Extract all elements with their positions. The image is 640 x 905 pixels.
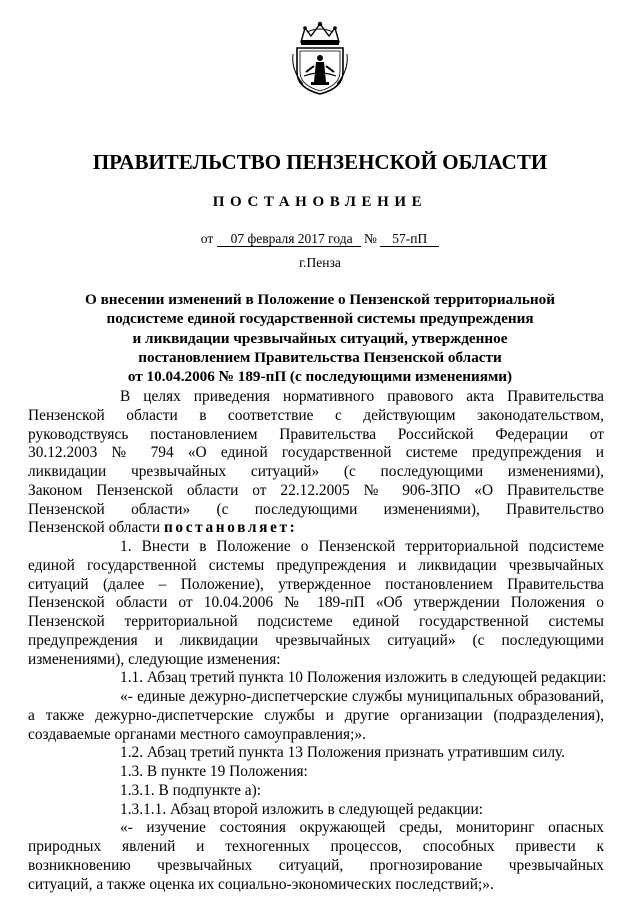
- city-label: г.Пенза: [299, 255, 341, 270]
- item-1-3-line: 1.3. В пункте 19 Положения:: [120, 763, 308, 780]
- preamble-line: ликвидации чрезвычайных ситуаций» (с последующими изменениями),: [28, 463, 604, 480]
- subject-line: постановлением Правительства Пензенской области: [138, 348, 502, 366]
- decree-word: постановляет:: [163, 519, 298, 537]
- subject-line: О внесении изменений в Положение о Пензенской территориальной: [85, 291, 555, 308]
- item-1-line: Пензенской области от 10.04.2006 № 189-пП «Об утверждении Положения о: [28, 594, 604, 612]
- preamble-line: Законом Пензенской области от 22.12.2005 № 906-ЗПО «О Правительстве: [28, 481, 604, 499]
- item-1-1-quote-last-line: создаваемые органами местного самоуправления;».: [28, 725, 366, 743]
- item-1-3-1-1-quote-last-line: ситуаций, а также оценка их социально-экономических последствий;».: [28, 875, 494, 893]
- date-number-line: [0, 231, 640, 247]
- preamble-line: руководствуясь постановлением Правительства Российской Федерации от: [28, 425, 604, 443]
- document-number: 57-пП: [380, 231, 439, 247]
- preamble-line: 30.12.2003 № 794 «О единой государственной системе предупреждения и: [28, 444, 604, 462]
- item-1-last-line: изменениями), следующие изменения:: [28, 650, 281, 668]
- item-1-2-line: 1.2. Абзац третий пункта 13 Положения признать утратившим силу.: [120, 744, 566, 762]
- item-1-line: единой государственной системы предупреждения и ликвидации чрезвычайных: [28, 556, 604, 574]
- government-title: ПРАВИТЕЛЬСТВО ПЕНЗЕНСКОЙ ОБЛАСТИ: [92, 150, 548, 174]
- item-1-1-quote-line: а также дежурно-диспетчерские службы и другие организации (подразделения),: [28, 706, 604, 724]
- item-1-1-quote-line: «- единые дежурно-диспетчерские службы муниципальных образований,: [120, 688, 604, 705]
- preamble-last-text: Пензенской области: [28, 519, 161, 537]
- coat-of-arms-emblem: [289, 20, 351, 96]
- preamble-line: В целях приведения нормативного правового акта Правительства: [120, 388, 604, 405]
- date-prefix: от: [200, 231, 214, 246]
- item-1-1-line: 1.1. Абзац третий пункта 10 Положения изложить в следующей редакции:: [120, 669, 607, 687]
- subject-line: и ликвидации чрезвычайных ситуаций, утвержденное: [132, 329, 508, 347]
- item-1-3-1-1-quote-line: возникновению чрезвычайных ситуаций, прогнозирование чрезвычайных: [28, 856, 604, 874]
- item-1-3-1-1-quote-line: природных явлений и техногенных процессов, способных привести к: [28, 838, 604, 855]
- document-type-heading: ПОСТАНОВЛЕНИЕ: [212, 194, 428, 210]
- item-1-3-1-line: 1.3.1. В подпункте а):: [120, 781, 261, 799]
- number-sign: №: [363, 231, 377, 246]
- subject-line: подсистеме единой государственной системы предупреждения: [106, 310, 534, 328]
- document-body: [28, 388, 607, 894]
- preamble-line: Пензенской области» (с последующими изменениями), Правительство: [28, 500, 604, 518]
- item-1-line: ситуаций (далее – Положение), утвержденное постановлением Правительства: [28, 575, 604, 593]
- document-date: 07 февраля 2017 года: [217, 231, 361, 247]
- item-1-line: Пензенской территориальной подсистеме единой государственной системы: [28, 613, 604, 630]
- subject-line: от 10.04.2006 № 189-пП (с последующими изменениями): [127, 368, 513, 386]
- item-1-line: 1. Внести в Положение о Пензенской территориальной подсистеме: [120, 538, 604, 555]
- document-subject: [60, 290, 580, 386]
- preamble-last-line: [28, 519, 604, 538]
- item-1-3-1-1-quote-line: «- изучение состояния окружающей среды, мониторинг опасных: [120, 819, 604, 837]
- item-1-3-1-1-line: 1.3.1.1. Абзац второй изложить в следующей редакции:: [120, 800, 484, 818]
- preamble-line: Пензенской области в соответствие с действующим законодательством,: [28, 406, 604, 424]
- item-1-line: предупреждения и ликвидации чрезвычайных ситуаций» (с последующими: [28, 631, 604, 649]
